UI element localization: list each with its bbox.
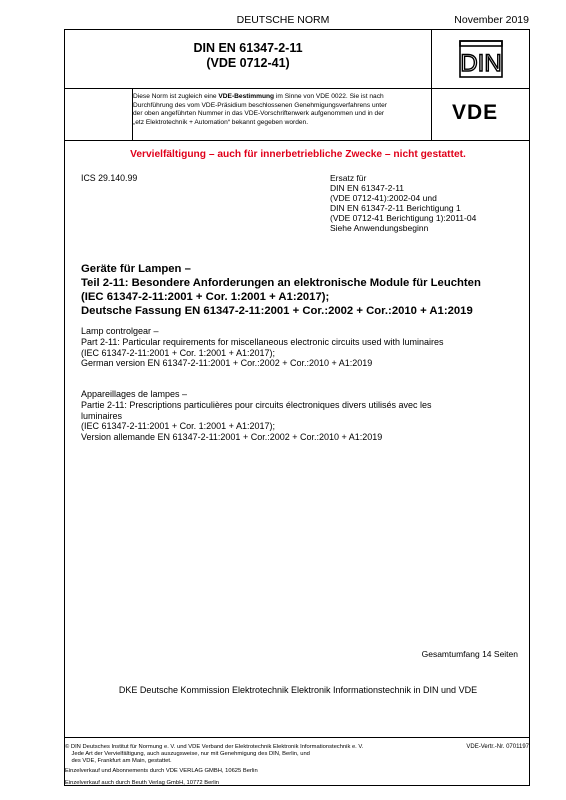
- ersatz-line: DIN EN 61347-2-11: [330, 183, 405, 193]
- vde-notice-line: Durchführung des vom VDE-Präsidium beschlossenen Genehmigungsverfahrens unter: [133, 101, 387, 109]
- vde-notice-line: „etz Elektrotechnik + Automation“ bekannt gegeben worden.: [133, 118, 309, 126]
- footer-line: Einzelverkauf und Abonnements durch VDE VERLAG GMBH, 10625 Berlin: [65, 768, 258, 774]
- norm-label: DEUTSCHE NORM: [236, 14, 330, 26]
- vde-notice: [133, 93, 433, 127]
- title-line: luminaires: [81, 410, 123, 421]
- title-english: [81, 326, 521, 369]
- ersatz-line: DIN EN 61347-2-11 Berichtigung 1: [330, 203, 461, 213]
- divider: [64, 88, 530, 89]
- title-line: Teil 2-11: Besondere Anforderungen an elektronische Module für Leuchten: [81, 277, 481, 289]
- vde-number: (VDE 0712-41): [206, 56, 290, 70]
- copyright-line: Jede Art der Vervielfältigung, auch auszugsweise, nur mit Genehmigung des DIN, Berlin, und: [65, 750, 310, 757]
- din-logo-text: DIN: [460, 50, 502, 77]
- copyright-line: des VDE, Frankfurt am Main, gestattet.: [65, 757, 172, 764]
- vde-bold-phrase: VDE-Bestimmung: [218, 93, 275, 100]
- divider: [64, 140, 530, 141]
- total-pages: Gesamtumfang 14 Seiten: [421, 649, 518, 659]
- copyright-line: © DIN Deutsches Institut für Normung e. V. und VDE Verband der Elektrotechnik Elektronik Informationstechnik e. V.: [65, 744, 364, 750]
- ersatz-line: (VDE 0712-41 Berichtigung 1):2011-04: [330, 213, 477, 223]
- ersatz-line: Siehe Anwendungsbeginn: [330, 223, 429, 233]
- vde-logo: VDE: [452, 101, 499, 124]
- title-line: (IEC 61347-2-11:2001 + Cor. 1:2001 + A1:2017);: [81, 421, 275, 432]
- vde-notice-line: Diese Norm ist zugleich eine VDE-Bestimmung im Sinne von VDE 0022. Sie ist nach: [133, 93, 384, 100]
- ics-code: ICS 29.140.99: [81, 173, 138, 183]
- title-line: (IEC 61347-2-11:2001 + Cor. 1:2001 + A1:2017);: [81, 347, 275, 358]
- title-line: (IEC 61347-2-11:2001 + Cor. 1:2001 + A1:2017);: [81, 291, 330, 303]
- vde-notice-line: der oben angeführten Nummer in das VDE-Vorschriftenwerk aufgenommen und in der: [133, 110, 385, 118]
- copyright-notice: [65, 744, 445, 764]
- title-line: German version EN 61347-2-11:2001 + Cor.:2002 + Cor.:2010 + A1:2019: [81, 358, 373, 369]
- title-line: Partie 2-11: Prescriptions particulières pour circuits électroniques divers utilisés avec les: [81, 399, 432, 410]
- title-line: Appareillages de lampes –: [81, 389, 188, 399]
- title-line: Deutsche Fassung EN 61347-2-11:2001 + Cor.:2002 + Cor.:2010 + A1:2019: [81, 305, 473, 317]
- title-line: Version allemande EN 61347-2-11:2001 + Cor.:2002 + Cor.:2010 + A1:2019: [81, 432, 383, 443]
- copy-warning: Vervielfältigung – auch für innerbetriebliche Zwecke – nicht gestattet.: [130, 149, 466, 160]
- title-german: [81, 262, 521, 318]
- replacement-info: [330, 173, 476, 233]
- din-logo: [459, 40, 503, 78]
- vde-vertr-nr: VDE-Vertr.-Nr. 0701197: [466, 744, 529, 750]
- title-french: [81, 389, 521, 443]
- footer-line: Einzelverkauf auch durch Beuth Verlag GmbH, 10772 Berlin: [65, 780, 220, 786]
- title-line: Part 2-11: Particular requirements for miscellaneous electronic circuits used with luminaires: [81, 336, 444, 347]
- din-number: DIN EN 61347-2-11: [193, 41, 303, 55]
- publication-date: November 2019: [454, 14, 529, 26]
- dke-line: DKE Deutsche Kommission Elektrotechnik Elektronik Informationstechnik in DIN und VDE: [118, 685, 478, 695]
- ersatz-line: (VDE 0712-41):2002-04 und: [330, 193, 437, 203]
- ersatz-line: Ersatz für: [330, 173, 367, 183]
- divider: [64, 737, 530, 738]
- title-line: Lamp controlgear –: [81, 326, 159, 336]
- title-line: Geräte für Lampen –: [81, 263, 191, 275]
- document-number: [65, 41, 431, 71]
